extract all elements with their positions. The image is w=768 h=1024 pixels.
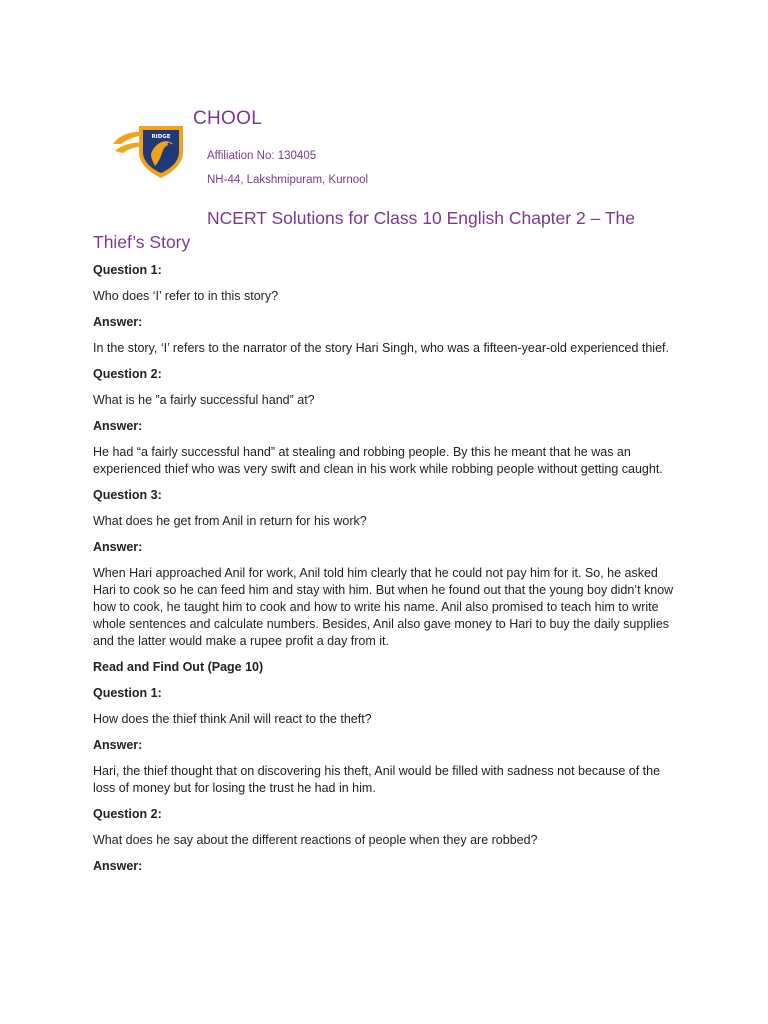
paragraph-text: Who does ‘I’ refer to in this story? — [93, 289, 279, 303]
paragraph-text: When Hari approached Anil for work, Anil told him clearly that he could not pay him for it. So, he asked Hari to cook so he can feed him and stay with him. But when he found out that the young boy didn’t know how to cook, he taught him to cook and how to write his name. Anil also promised to teach him to write whole sentences and calculate numbers. Besides, Anil also gave money to Hari to buy the daily supplies and the latter would make a rupee profit a day from it. — [93, 566, 674, 648]
paragraph-text: In the story, ‘I’ refers to the narrator of the story Hari Singh, who was a fifteen-year-old experienced thief. — [93, 341, 669, 355]
school-name: CHOOL — [193, 108, 263, 129]
eagle-crest-icon — [111, 118, 193, 180]
document-content — [93, 262, 683, 884]
answer-label: Answer: — [93, 859, 143, 873]
logo-text: RIDGE — [151, 134, 171, 140]
document-title: NCERT Solutions for Class 10 English Chapter 2 – The Thief’s Story — [93, 208, 635, 252]
answer-label: Answer: — [93, 738, 143, 752]
paragraph-text: What does he get from Anil in return for his work? — [93, 514, 367, 528]
question-label: Question 3: — [93, 488, 162, 502]
paragraph-text: Hari, the thief thought that on discovering his theft, Anil would be filled with sadness not because of the loss of money but for losing the trust he had in him. — [93, 764, 661, 795]
answer-label: Answer: — [93, 540, 143, 554]
section-heading: Read and Find Out (Page 10) — [93, 660, 264, 674]
answer-label: Answer: — [93, 315, 143, 329]
question-label: Question 1: — [93, 263, 162, 277]
question-label: Question 2: — [93, 807, 162, 821]
school-address: NH-44, Lakshmipuram, Kurnool — [207, 174, 369, 186]
paragraph-text: He had “a fairly successful hand” at stealing and robbing people. By this he meant that he was an experienced thief who was very swift and clean in his work while robbing people without getting caught. — [93, 445, 663, 476]
school-header — [93, 100, 693, 200]
answer-label: Answer: — [93, 419, 143, 433]
paragraph-text: What is he ”a fairly successful hand” at? — [93, 393, 315, 407]
paragraph-text: What does he say about the different reactions of people when they are robbed? — [93, 833, 538, 847]
paragraph-text: How does the thief think Anil will react to the theft? — [93, 712, 372, 726]
affiliation-number: Affiliation No: 130405 — [207, 150, 317, 162]
question-label: Question 2: — [93, 367, 162, 381]
school-logo — [111, 118, 193, 180]
question-label: Question 1: — [93, 686, 162, 700]
